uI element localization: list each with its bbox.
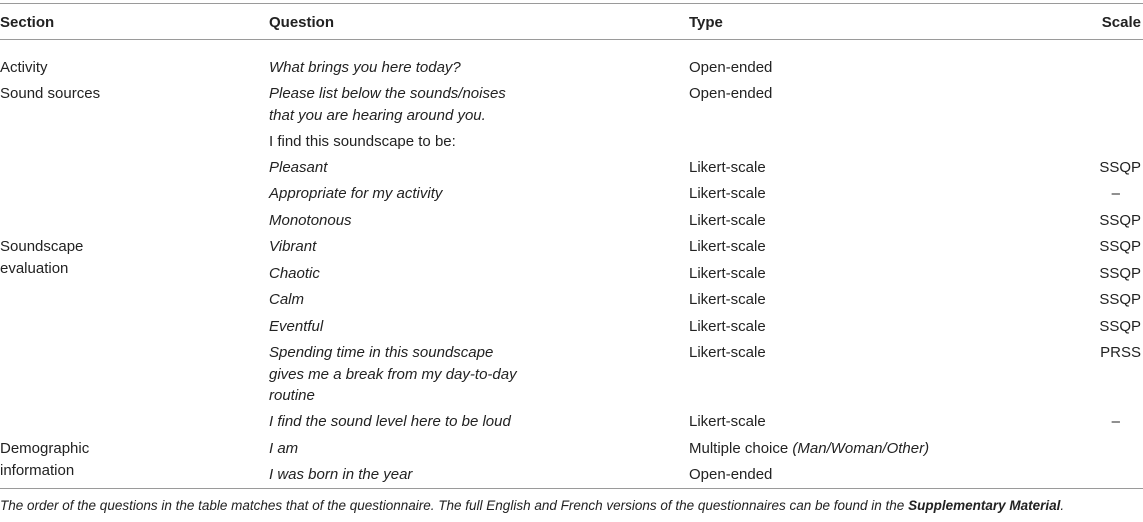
question-cell: What brings you here today? [269,59,461,76]
footnote-end: . [1060,498,1065,513]
table-footnote [0,497,1064,515]
type-cell: Open-ended [689,466,773,483]
scale-cell: SSQP [1099,238,1141,255]
type-cell: Likert-scale [689,265,766,282]
footnote-text: The order of the questions in the table matches that of the questionnaire. The full English and French versions of the questionnaires can be found in the [0,498,909,513]
header-type: Type [689,14,723,31]
header-question: Question [269,14,335,31]
question-cell: Pleasant [269,159,328,176]
section-soundscape-line2: evaluation [0,260,69,277]
question-cell: Monotonous [269,212,352,229]
scale-cell: – [1111,185,1120,202]
question-cell: Appropriate for my activity [269,185,443,202]
scale-cell: SSQP [1099,265,1141,282]
type-cell: Likert-scale [689,413,766,430]
type-cell: Likert-scale [689,238,766,255]
question-cell: routine [269,387,315,404]
type-cell: Likert-scale [689,318,766,335]
type-cell: Likert-scale [689,212,766,229]
table-bottom-rule [0,488,1143,489]
question-cell: I was born in the year [269,466,413,483]
supplementary-material-link[interactable]: Supplementary Material [908,498,1061,513]
type-cell: Likert-scale [689,185,766,202]
table-top-rule [0,3,1143,4]
type-cell: Likert-scale [689,344,766,361]
type-cell [689,438,929,459]
question-cell: I find the sound level here to be loud [269,413,511,430]
type-cell: Open-ended [689,85,773,102]
question-cell: Spending time in this soundscape [269,344,494,361]
type-cell: Open-ended [689,59,773,76]
section-soundscape-line1: Soundscape [0,238,84,255]
question-cell: Eventful [269,318,324,335]
question-cell: Calm [269,291,305,308]
question-cell: Please list below the sounds/noises [269,85,506,102]
scale-cell: – [1111,413,1120,430]
section-activity: Activity [0,59,48,76]
question-cell: I find this soundscape to be: [269,133,456,150]
section-demographic-line2: information [0,462,75,479]
scale-cell: SSQP [1099,318,1141,335]
scale-cell: PRSS [1100,344,1141,361]
question-cell: Chaotic [269,265,320,282]
question-cell: gives me a break from my day-to-day [269,366,517,383]
section-demographic-line1: Demographic [0,440,90,457]
section-sound-sources: Sound sources [0,85,101,102]
type-main: Multiple choice [689,440,789,457]
question-cell: that you are hearing around you. [269,107,486,124]
type-cell: Likert-scale [689,159,766,176]
table-header-rule [0,39,1143,40]
header-scale: Scale [1101,14,1141,31]
scale-cell: SSQP [1099,291,1141,308]
question-cell: Vibrant [269,238,317,255]
type-cell: Likert-scale [689,291,766,308]
scale-cell: SSQP [1099,159,1141,176]
question-cell: I am [269,440,299,457]
type-options: (Man/Woman/Other) [792,440,930,457]
header-section: Section [0,14,55,31]
scale-cell: SSQP [1099,212,1141,229]
